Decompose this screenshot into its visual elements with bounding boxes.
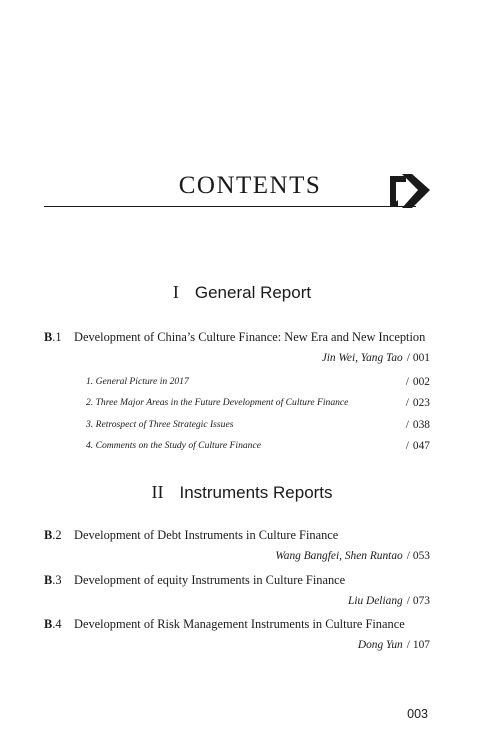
page-separator: / [406,595,410,607]
sub-entry-page-block: / 023 [405,397,430,409]
entry-authors: Liu Deliang [347,595,403,607]
sub-entry-title: 2. Three Major Areas in the Future Development of Culture Finance [86,397,349,408]
entry-code: B.2 [44,528,62,542]
section-numeral: I [172,282,179,302]
entry-code: B.3 [44,573,62,587]
sub-entry-page: 047 [412,440,430,452]
contents-rule [44,206,416,207]
entry-authors-b4 [44,639,430,651]
entry-code: B.1 [44,330,62,344]
toc-sub-entry[interactable] [86,376,430,387]
sub-entry-title: 4. Comments on the Study of Culture Finance [86,440,261,451]
toc-sub-entry[interactable] [86,397,430,408]
sub-entry-page-block: / 047 [405,440,430,452]
entry-authors: Dong Yun [357,639,403,651]
toc-entry-b3[interactable] [44,573,444,588]
contents-chevron-icon [384,170,434,212]
sub-entry-title: 3. Retrospect of Three Strategic Issues [86,419,234,430]
sub-entry-page: 002 [412,376,430,388]
entry-page: 073 [412,595,430,607]
entry-code: B.4 [44,617,62,631]
entry-page: 001 [412,352,430,364]
page-separator: / [406,352,410,364]
entry-authors-b2 [44,550,430,562]
entry-authors-b3 [44,595,430,607]
sub-entry-page: 038 [412,419,430,431]
sub-entry-page-block: / 002 [405,376,430,388]
sub-entry-page-block: / 038 [405,419,430,431]
entry-page: 107 [412,639,430,651]
section-numeral: II [151,482,164,502]
page-separator: / [406,550,410,562]
entry-authors: Jin Wei, Yang Tao [321,352,403,364]
page-number: 003 [407,707,428,721]
entry-authors: Wang Bangfei, Shen Runtao [275,550,403,562]
section-heading-instruments-reports [40,482,444,503]
entry-title: Development of China’s Culture Finance: New Era and New Inception [74,330,426,344]
toc-entry-b1[interactable] [44,330,444,345]
entry-page: 053 [412,550,430,562]
contents-title: CONTENTS [178,172,322,199]
sub-entry-page: 023 [412,397,430,409]
toc-entry-b2[interactable] [44,528,444,543]
entry-title: Development of equity Instruments in Culture Finance [74,573,346,587]
entry-title: Development of Risk Management Instruments in Culture Finance [74,617,405,631]
entry-title: Development of Debt Instruments in Culture Finance [74,528,339,542]
section-title: Instruments Reports [179,483,333,502]
toc-sub-entry[interactable] [86,419,430,430]
section-heading-general-report [40,282,444,303]
toc-sub-entry[interactable] [86,440,430,451]
section-title: General Report [194,283,312,302]
toc-entry-b4[interactable] [44,617,444,632]
page-separator: / [406,639,410,651]
entry-authors-b1 [44,352,430,364]
sub-entry-title: 1. General Picture in 2017 [86,376,189,387]
